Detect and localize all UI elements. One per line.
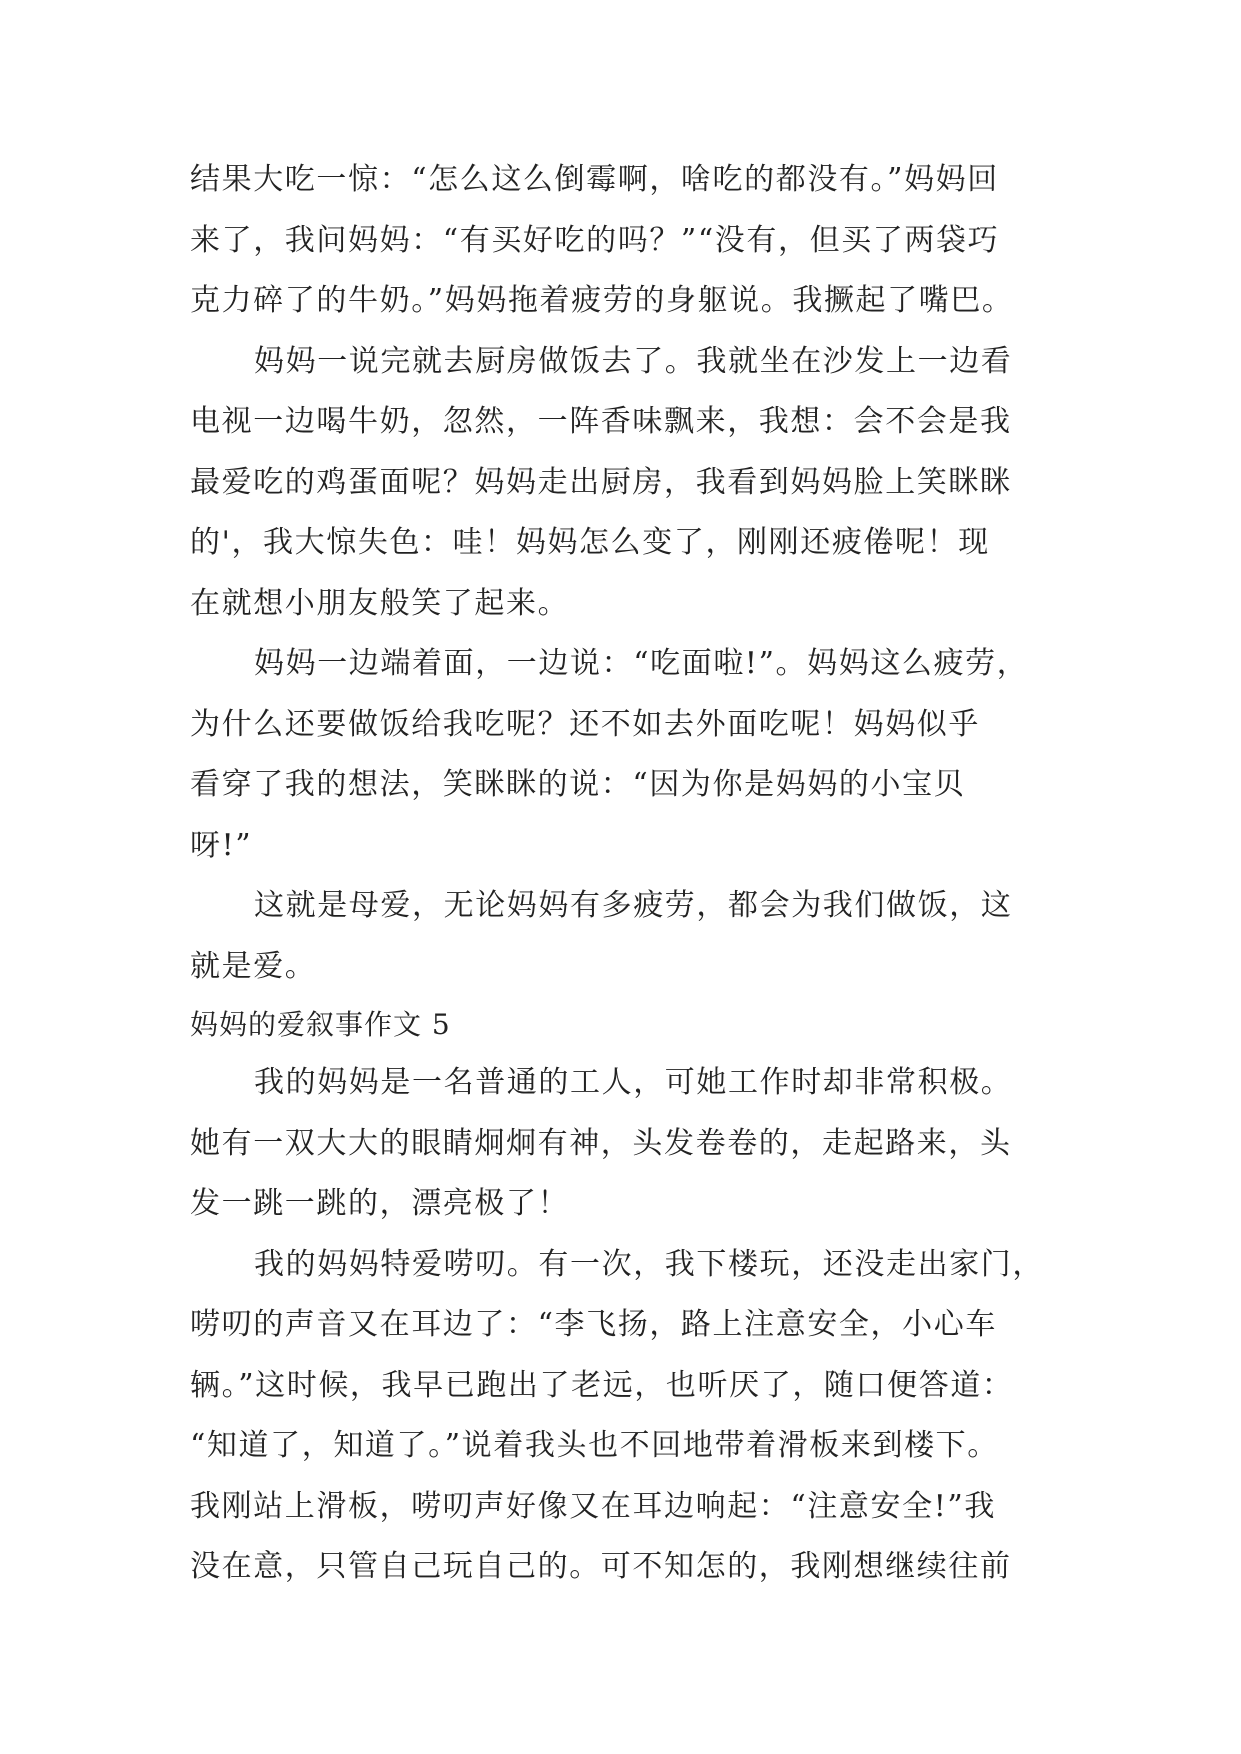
paragraph-2: [190, 332, 1050, 635]
text-line: 结果大吃一惊：“怎么这么倒霉啊，啥吃的都没有。”妈妈回: [190, 162, 999, 197]
text-line: 克力碎了的牛奶。”妈妈拖着疲劳的身躯说。我撅起了嘴巴。: [190, 283, 1014, 318]
paragraph-4: [190, 876, 1050, 997]
text-line: 没在意，只管自己玩自己的。可不知怎的，我刚想继续往前: [190, 1549, 1012, 1584]
text-line: 呀!”: [190, 827, 253, 863]
text-line: 这就是母爱，无论妈妈有多疲劳，都会为我们做饭，这: [254, 888, 1013, 923]
text-line: 就是爱。: [190, 948, 317, 984]
section-heading: [190, 997, 1050, 1053]
text-line: 妈妈一说完就去厨房做饭去了。我就坐在沙发上一边看: [254, 343, 1013, 379]
text-line: 妈妈一边端着面，一边说：“吃面啦!”。妈妈这么疲劳，: [254, 646, 1029, 681]
text-line: 看穿了我的想法，笑眯眯的说：“因为你是妈妈的小宝贝: [190, 767, 966, 802]
paragraph-5: [190, 1053, 1050, 1235]
text-line: 我的妈妈特爱唠叨。有一次，我下楼玩，还没走出家门，: [254, 1246, 1044, 1282]
text-line: 最爱吃的鸡蛋面呢？妈妈走出厨房，我看到妈妈脸上笑眯眯: [190, 464, 1012, 500]
text-line: “知道了，知道了。”说着我头也不回地带着滑板来到楼下。: [190, 1428, 999, 1463]
document-body: [190, 150, 1050, 1598]
text-line: 在就想小朋友般笑了起来。: [190, 585, 570, 621]
text-line: 的'，我大惊失色：哇！妈妈怎么变了，刚刚还疲倦呢！现: [190, 525, 990, 560]
paragraph-1: [190, 150, 1050, 332]
text-line: 发一跳一跳的，漂亮极了！: [190, 1186, 570, 1221]
text-line: 我的妈妈是一名普通的工人，可她工作时却非常积极。: [254, 1065, 1013, 1100]
paragraph-3: [190, 634, 1050, 876]
text-line: 来了，我问妈妈：“有买好吃的吗？”“没有，但买了两袋巧: [190, 222, 1000, 258]
text-line: 辆。”这时候，我早已跑出了老远，也听厌了，随口便答道：: [190, 1367, 1014, 1403]
text-line: 为什么还要做饭给我吃呢？还不如去外面吃呢！妈妈似乎: [190, 706, 980, 742]
text-line: 她有一双大大的眼睛炯炯有神，头发卷卷的，走起路来，头: [190, 1125, 1012, 1161]
text-line: 我刚站上滑板，唠叨声好像又在耳边响起：“注意安全!”我: [190, 1488, 996, 1524]
paragraph-6: [190, 1235, 1050, 1598]
heading-text: 妈妈的爱叙事作文 5: [190, 1008, 451, 1041]
text-line: 唠叨的声音又在耳边了：“李飞扬，路上注意安全，小心车: [190, 1307, 997, 1342]
text-line: 电视一边喝牛奶，忽然，一阵香味飘来，我想：会不会是我: [190, 404, 1012, 439]
